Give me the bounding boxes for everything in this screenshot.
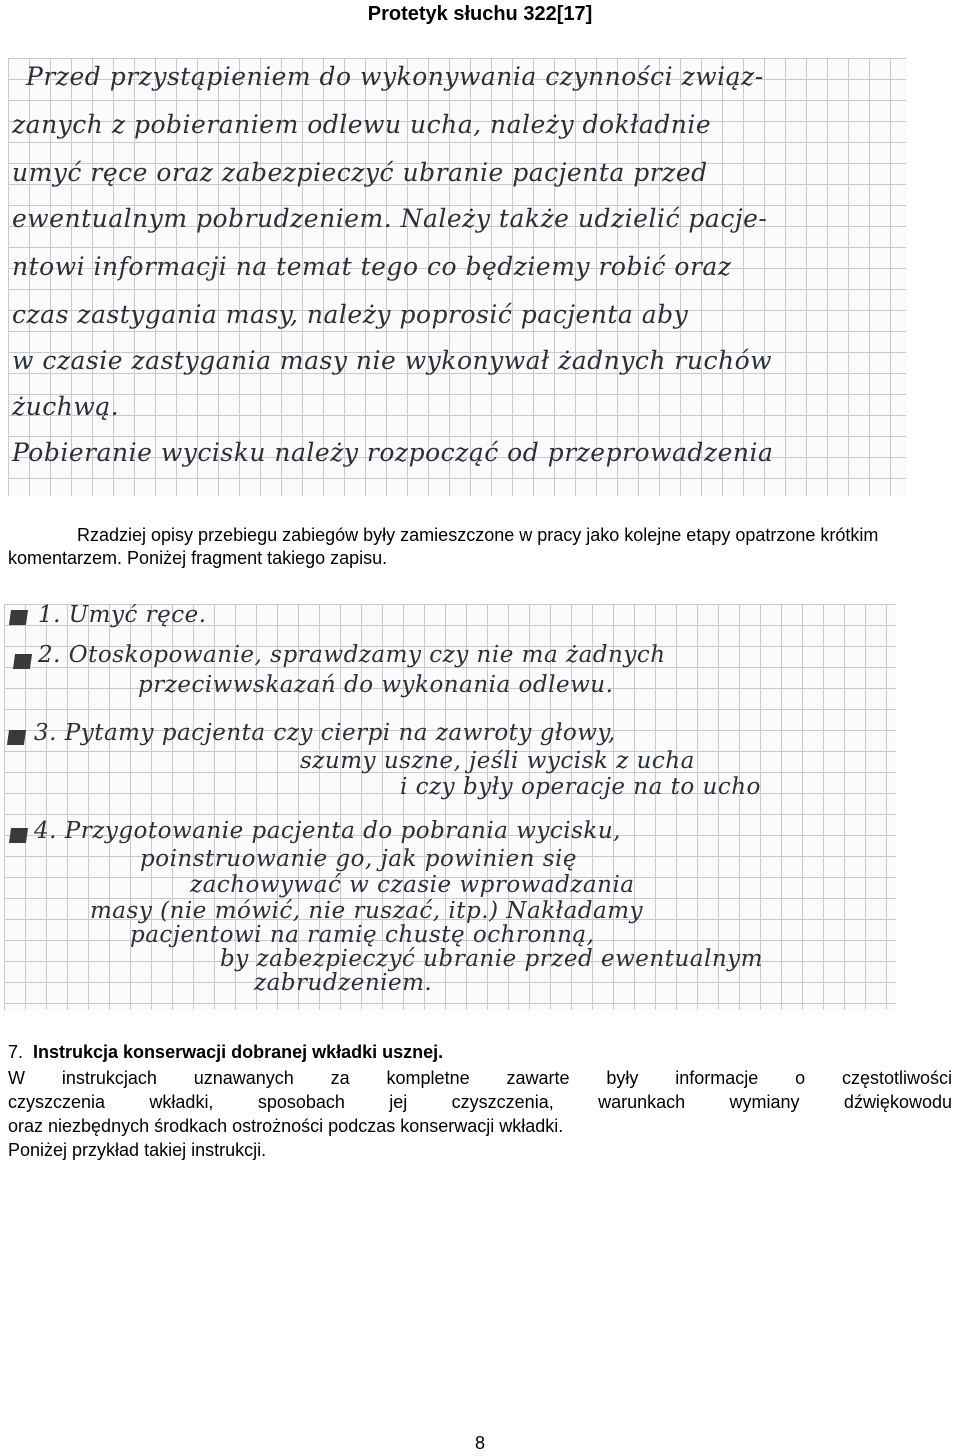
handwritten-line: Przed przystąpieniem do wykonywania czynności związ- — [26, 62, 764, 91]
body-line: Poniżej przykład takiej instrukcji. — [8, 1140, 267, 1160]
section-body — [8, 1066, 952, 1162]
page-number: 8 — [474, 1433, 485, 1453]
handwritten-line: umyć ręce oraz zabezpieczyć ubranie pacjenta przed — [12, 158, 708, 187]
section-number: 7. — [8, 1042, 24, 1062]
handwritten-line: przeciwwskazań do wykonania odlewu. — [138, 672, 614, 698]
bullet-icon — [9, 828, 28, 843]
handwritten-step: 4. Przygotowanie pacjenta do pobrania wycisku, — [34, 818, 621, 844]
body-line: W instrukcjach uznawanych za kompletne zawarte były informacje o częstotliwości — [8, 1068, 952, 1088]
handwritten-step: 1. Umyć ręce. — [38, 604, 207, 628]
bullet-icon — [7, 730, 26, 745]
handwritten-line: czas zastygania masy, należy poprosić pacjenta aby — [12, 300, 689, 329]
handwritten-line: poinstruowanie go, jak powinien się — [140, 846, 578, 872]
bullet-icon — [13, 654, 32, 669]
handwritten-line: szumy uszne, jeśli wycisk z ucha — [300, 748, 695, 774]
handwritten-line: ewentualnym pobrudzeniem. Należy także udzielić pacje- — [12, 204, 768, 233]
handwritten-line: ntowi informacji na temat tego co będziemy robić oraz — [12, 252, 732, 281]
page-title: Protetyk słuchu 322[17] — [367, 3, 593, 25]
handwritten-line: i czy były operacje na to ucho — [400, 774, 761, 800]
handwritten-note-scan-1 — [8, 58, 906, 496]
handwritten-line: zachowywać w czasie wprowadzania — [190, 872, 635, 898]
section-title: Instrukcja konserwacji dobranej wkładki usznej. — [33, 1042, 444, 1062]
handwritten-line: żuchwą. — [12, 392, 120, 421]
handwritten-line: by zabezpieczyć ubranie przed ewentualnym — [220, 946, 763, 972]
handwritten-step: 3. Pytamy pacjenta czy cierpi na zawroty głowy, — [34, 720, 616, 746]
handwritten-step: 2. Otoskopowanie, sprawdzamy czy nie ma żadnych — [38, 642, 666, 668]
handwritten-line: masy (nie mówić, nie ruszać, itp.) Nakładamy — [90, 898, 644, 924]
handwritten-line: zanych z pobieraniem odlewu ucha, należy dokładnie — [12, 110, 712, 139]
handwritten-line: zabrudzeniem. — [254, 970, 433, 996]
handwritten-line: pacjentowi na ramię chustę ochronną, — [130, 922, 595, 948]
body-line: oraz niezbędnych środkach ostrożności podczas konserwacji wkładki. — [8, 1116, 564, 1136]
handwritten-note-scan-2 — [4, 604, 896, 1010]
handwritten-line: w czasie zastygania masy nie wykonywał żadnych ruchów — [12, 346, 773, 375]
body-line: czyszczenia wkładki, sposobach jej czyszczenia, warunkach wymiany dźwiękowodu — [8, 1092, 952, 1112]
handwritten-line: Pobieranie wycisku należy rozpocząć od przeprowadzenia — [12, 438, 774, 467]
caption-paragraph: Rzadziej opisy przebiegu zabiegów były zamieszczone w pracy jako kolejne etapy opatrzone krótkim komentarzem. Poniżej fragment takiego zapisu. — [8, 525, 879, 568]
bullet-icon — [9, 610, 28, 625]
section-heading — [8, 1041, 443, 1063]
